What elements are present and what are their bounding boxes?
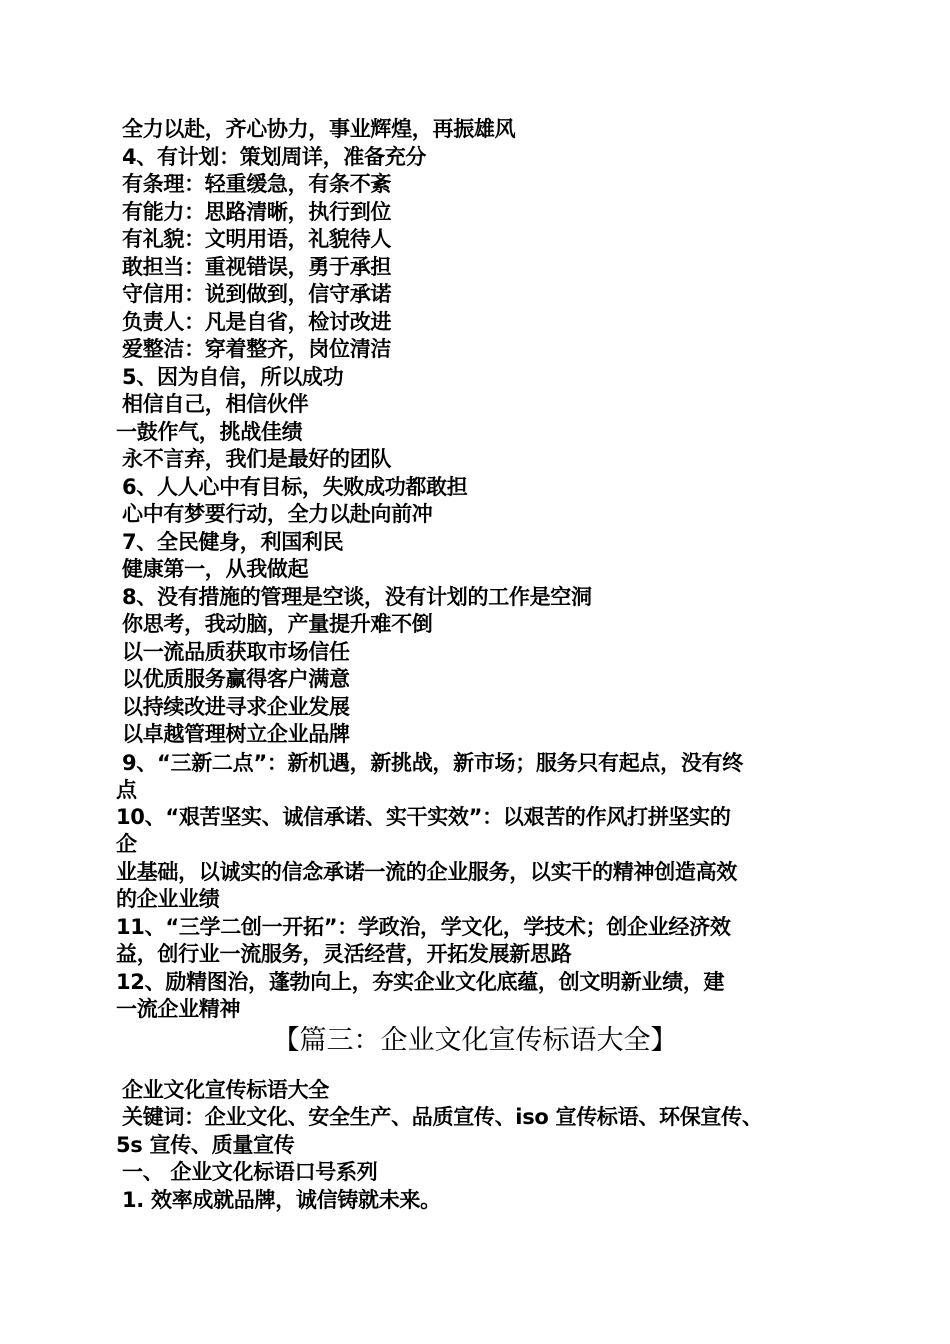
- text-line: 负责人：凡是自省，检讨改进: [122, 310, 392, 334]
- text-line: 7、全民健身，利国利民: [122, 530, 344, 554]
- text-line: 一鼓作气，挑战佳绩: [116, 420, 303, 444]
- text-line: 敢担当：重视错误，勇于承担: [122, 255, 392, 279]
- text-line: 以卓越管理树立企业品牌: [122, 722, 350, 746]
- text-line: 以持续改进寻求企业发展: [122, 695, 350, 719]
- text-line: 健康第一，从我做起: [122, 557, 309, 581]
- text-line: 业基础，以诚实的信念承诺一流的企业服务，以实干的精神创造高效: [116, 860, 737, 884]
- text-line: 以优质服务赢得客户满意: [122, 667, 350, 691]
- text-line: 有礼貌：文明用语，礼貌待人: [122, 227, 392, 251]
- text-line: 企业文化宣传标语大全: [122, 1078, 329, 1102]
- section-heading: 【篇三：企业文化宣传标语大全】: [272, 1025, 678, 1056]
- text-line: 心中有梦要行动，全力以赴向前冲: [122, 502, 433, 526]
- text-line: 有能力：思路清晰，执行到位: [122, 200, 392, 224]
- text-line: 4、有计划：策划周详，准备充分: [122, 145, 427, 169]
- text-line: 11、“三学二创一开拓”：学政治，学文化，学技术；创企业经济效: [116, 915, 731, 939]
- text-line: 9、“三新二点”：新机遇，新挑战，新市场；服务只有起点，没有终: [122, 751, 743, 775]
- text-line: 8、没有措施的管理是空谈，没有计划的工作是空洞: [122, 585, 592, 609]
- text-line: 6、人人心中有目标，失败成功都敢担: [122, 475, 468, 499]
- text-line: 10、“艰苦坚实、诚信承诺、实干实效”：以艰苦的作风打拼坚实的: [116, 805, 731, 829]
- text-line: 的企业业绩: [116, 887, 220, 911]
- text-line: 你思考，我动脑，产量提升难不倒: [122, 612, 433, 636]
- text-line: 以一流品质获取市场信任: [122, 640, 350, 664]
- text-line: 12、励精图治，蓬勃向上，夯实企业文化底蕴，创文明新业绩，建: [116, 970, 725, 994]
- text-line: 相信自己，相信伙伴: [122, 392, 309, 416]
- text-line: 5、因为自信，所以成功: [122, 365, 344, 389]
- text-line: 守信用：说到做到，信守承诺: [122, 282, 392, 306]
- text-line: 永不言弃，我们是最好的团队: [122, 447, 392, 471]
- text-line: 点: [116, 778, 137, 802]
- text-line: 全力以赴，齐心协力，事业辉煌，再振雄风: [122, 117, 516, 141]
- text-line: 1. 效率成就品牌，诚信铸就未来。: [122, 1188, 441, 1212]
- text-line: 企: [116, 832, 137, 856]
- text-line: 关键词：企业文化、安全生产、品质宣传、iso 宣传标语、环保宣传、: [122, 1105, 763, 1129]
- text-line: 爱整洁：穿着整齐，岗位清洁: [122, 337, 392, 361]
- text-line: 5s 宣传、质量宣传: [116, 1133, 295, 1157]
- text-line: 益，创行业一流服务，灵活经营，开拓发展新思路: [116, 942, 572, 966]
- text-line: 一、 企业文化标语口号系列: [122, 1160, 378, 1184]
- text-line: 一流企业精神: [116, 997, 241, 1021]
- text-line: 有条理：轻重缓急，有条不紊: [122, 172, 392, 196]
